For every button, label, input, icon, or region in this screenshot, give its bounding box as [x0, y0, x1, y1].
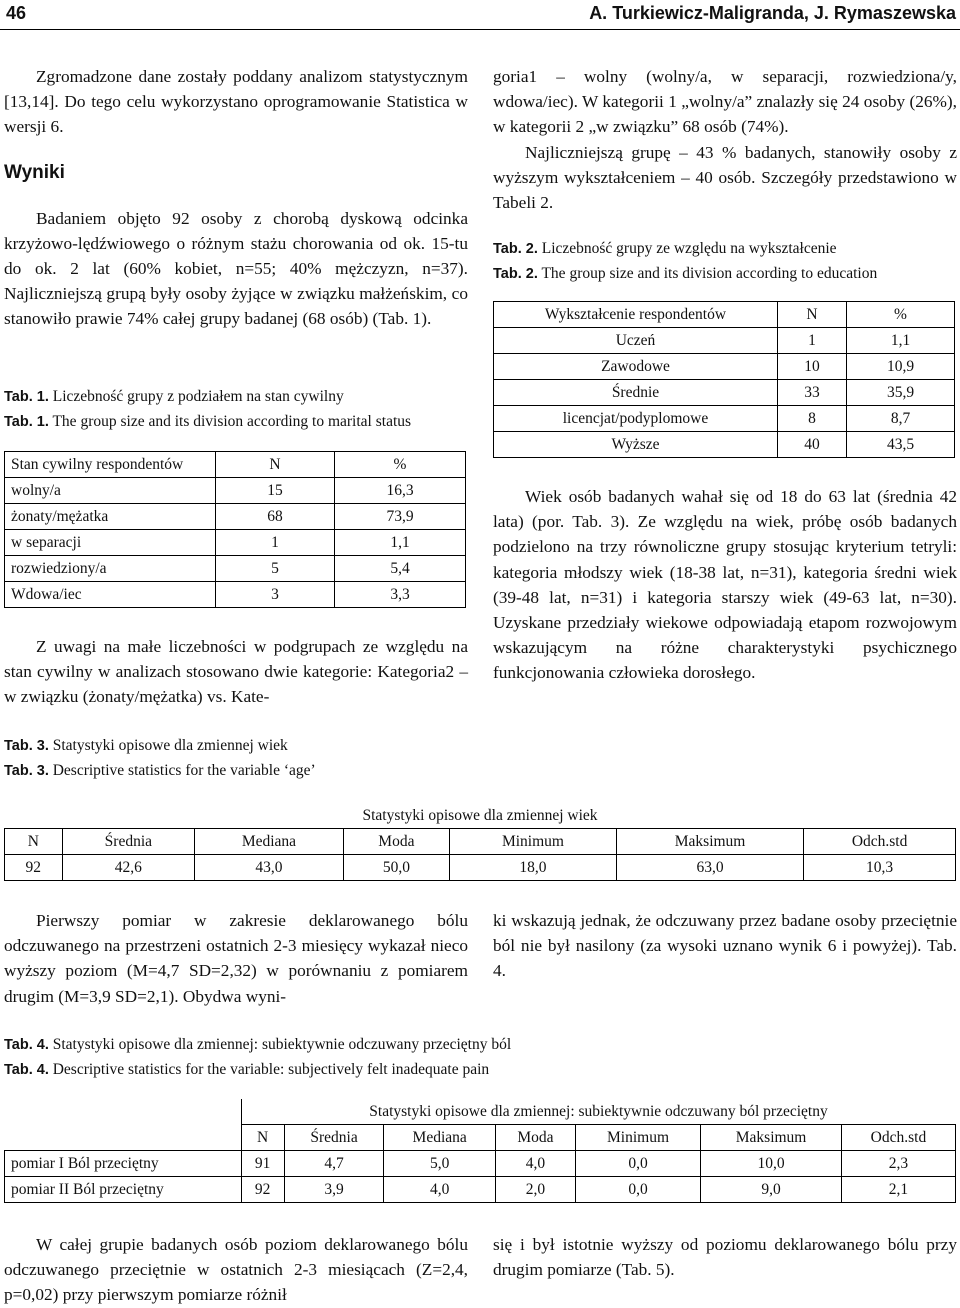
table-cell: w separacji	[5, 530, 216, 556]
table-cell: 3	[216, 582, 335, 608]
table-cell: 2,0	[496, 1177, 576, 1203]
table-row	[5, 582, 466, 608]
table-cell: 10,9	[847, 354, 955, 380]
mid-right-column	[493, 908, 957, 984]
table-row	[494, 328, 955, 354]
table-row-label: pomiar I Ból przeciętny	[5, 1151, 242, 1177]
table-cell: 68	[216, 504, 335, 530]
table-cell: 10,3	[804, 855, 956, 881]
table4-caption	[4, 1033, 904, 1082]
table-cell: 5,0	[384, 1151, 496, 1177]
table-cell: 1,1	[847, 328, 955, 354]
table-cell: rozwiedziony/a	[5, 556, 216, 582]
tab4-caption-pl: Statystyki opisowe dla zmiennej: subiektywnie odczuwany przeciętny ból	[52, 1036, 512, 1053]
table-cell: Zawodowe	[494, 354, 778, 380]
table-cell: 16,3	[335, 478, 466, 504]
table-row	[494, 380, 955, 406]
header-rule	[0, 29, 960, 30]
right-column-bottom	[493, 484, 957, 686]
tab1-label-en: Tab. 1.	[4, 413, 49, 430]
table2-education	[493, 301, 955, 458]
bottom-left-column	[4, 1232, 468, 1308]
table-header-cell: Moda	[343, 829, 449, 855]
tab3-caption-pl: Statystyki opisowe dla zmiennej wiek	[52, 737, 288, 754]
table-cell: 18,0	[449, 855, 616, 881]
tab1-caption-en: The group size and its division according to marital status	[52, 412, 412, 430]
table-cell: 0,0	[575, 1177, 700, 1203]
page-header	[0, 0, 960, 30]
table-cell: 8	[778, 406, 847, 432]
table-header-cell: Mediana	[195, 829, 344, 855]
table-header-cell: Mediana	[384, 1125, 496, 1151]
section-title-results: Wyniki	[4, 161, 65, 183]
table-row	[5, 556, 466, 582]
table-row	[5, 504, 466, 530]
table-cell: 92	[241, 1177, 284, 1203]
right-column	[493, 64, 957, 215]
table-cell: 3,3	[335, 582, 466, 608]
table-cell: 5	[216, 556, 335, 582]
table-title-row	[5, 803, 956, 829]
table-row	[494, 406, 955, 432]
table4-pain-stats	[4, 1099, 956, 1203]
table-header-cell: Wykształcenie respondentów	[494, 302, 778, 328]
left-column	[4, 64, 468, 332]
table-header-cell: Minimum	[575, 1125, 700, 1151]
table-cell: 15	[216, 478, 335, 504]
table-title-row	[5, 1099, 956, 1125]
tab1-label-pl: Tab. 1.	[4, 389, 49, 405]
table-row	[5, 1177, 956, 1203]
table-cell: 43,5	[847, 432, 955, 458]
table-cell: 40	[778, 432, 847, 458]
tab3-label-pl: Tab. 3.	[4, 738, 49, 754]
table-cell: Wdowa/iec	[5, 582, 216, 608]
table-cell: żonaty/mężatka	[5, 504, 216, 530]
table-cell: 9,0	[701, 1177, 842, 1203]
paragraph-education: Najliczniejszą grupę – 43 % badanych, stanowiły osoby z wyższym wykształceniem – 40 osób. Szczegóły przedstawiono w Tabeli 2.	[493, 142, 957, 213]
table-row	[494, 354, 955, 380]
tab2-label-en: Tab. 2.	[493, 265, 538, 282]
tab1-caption-pl: Liczebność grupy z podziałem na stan cywilny	[52, 388, 344, 405]
table-cell: 1	[778, 328, 847, 354]
table-header-cell: N	[778, 302, 847, 328]
table-cell: 2,1	[841, 1177, 955, 1203]
table2-caption	[493, 237, 957, 286]
tab4-label-en: Tab. 4.	[4, 1061, 49, 1078]
table-cell: 1	[216, 530, 335, 556]
paragraph-pain-measure-cont: ki wskazują jednak, że odczuwany przez badane osoby przeciętnie ból nie był nasilony (za wysoki uznano wynik 6 i powyżej). Tab. 4.	[493, 911, 957, 981]
table-cell: 1,1	[335, 530, 466, 556]
table-cell: 10,0	[701, 1151, 842, 1177]
bottom-right-column	[493, 1232, 957, 1282]
mid-left-column	[4, 908, 468, 1009]
table-cell: Średnie	[494, 380, 778, 406]
table-header-cell: N	[241, 1125, 284, 1151]
table-title: Statystyki opisowe dla zmiennej: subiektywnie odczuwany ból przeciętny	[241, 1099, 956, 1125]
table-row	[494, 432, 955, 458]
table-cell: 2,3	[841, 1151, 955, 1177]
table-cell: 92	[5, 855, 63, 881]
table-cell: 63,0	[616, 855, 803, 881]
left-column-bottom	[4, 634, 468, 710]
table-cell: 5,4	[335, 556, 466, 582]
table-header-row	[494, 302, 955, 328]
table1-marital-status	[4, 451, 466, 608]
table-cell: 10	[778, 354, 847, 380]
table-cell: 91	[241, 1151, 284, 1177]
table-cell: 35,9	[847, 380, 955, 406]
table-header-cell: %	[847, 302, 955, 328]
table-cell: 33	[778, 380, 847, 406]
paragraph-pain-comparison: W całej grupie badanych osób poziom deklarowanego bólu odczuwanego przeciętnie w ostatnich 2-3 miesiącach (Z=2,4, p=0,02) przy pierwszym pomiarze różnił	[4, 1235, 468, 1305]
table-cell: 4,0	[384, 1177, 496, 1203]
table-cell: 4,0	[496, 1151, 576, 1177]
running-authors: A. Turkiewicz-Maligranda, J. Rymaszewska	[589, 3, 956, 23]
table-title: Statystyki opisowe dla zmiennej wiek	[5, 803, 956, 829]
table3-caption	[4, 734, 804, 783]
table-header-row	[5, 829, 956, 855]
table-row	[5, 855, 956, 881]
table-header-cell: Odch.std	[841, 1125, 955, 1151]
table-header-cell: Maksimum	[701, 1125, 842, 1151]
paragraph-pain-comparison-cont: się i był istotnie wyższy od poziomu deklarowanego bólu przy drugim pomiarze (Tab. 5).	[493, 1235, 957, 1280]
table-header-cell: Odch.std	[804, 829, 956, 855]
table-header-cell: Maksimum	[616, 829, 803, 855]
paragraph-pain-measure: Pierwszy pomiar w zakresie deklarowanego bólu odczuwanego na przestrzeni ostatnich 2-3 miesięcy wykazał nieco wyższy poziom (M=4,7 SD=2,32) w porównaniu z pomiarem drugim (M=3,9 SD=2,1). Obydwa wyni-	[4, 911, 468, 1006]
table-cell: 73,9	[335, 504, 466, 530]
table-cell: 43,0	[195, 855, 344, 881]
table-cell: Uczeń	[494, 328, 778, 354]
table-row	[5, 1151, 956, 1177]
table-header-cell: Stan cywilny respondentów	[5, 452, 216, 478]
page-number: 46	[6, 3, 27, 23]
tab4-label-pl: Tab. 4.	[4, 1037, 49, 1053]
table-cell: 8,7	[847, 406, 955, 432]
tab3-caption-en: Descriptive statistics for the variable ‘age’	[52, 761, 316, 779]
table-header-cell: N	[5, 829, 63, 855]
table-cell: 4,7	[284, 1151, 384, 1177]
table-row-label: pomiar II Ból przeciętny	[5, 1177, 242, 1203]
table-cell: licencjat/podyplomowe	[494, 406, 778, 432]
table-cell: 50,0	[343, 855, 449, 881]
paragraph-categories: Z uwagi na małe liczebności w podgrupach ze względu na stan cywilny w analizach stosowano dwie kategorie: Kategoria2 – w związku (żonaty/mężatka) vs. Kate-	[4, 637, 468, 707]
table-header-cell: Średnia	[62, 829, 195, 855]
table-cell: wolny/a	[5, 478, 216, 504]
tab2-label-pl: Tab. 2.	[493, 241, 538, 257]
tab4-caption-en: Descriptive statistics for the variable: subjectively felt inadequate pain	[52, 1060, 490, 1078]
table-header-row	[5, 452, 466, 478]
table-corner-cell	[5, 1099, 242, 1125]
table-header-cell: Średnia	[284, 1125, 384, 1151]
table3-age-stats	[4, 803, 956, 881]
table-header-cell: %	[335, 452, 466, 478]
table1-caption	[4, 385, 474, 434]
table-header-cell: Moda	[496, 1125, 576, 1151]
paragraph-age: Wiek osób badanych wahał się od 18 do 63 lat (średnia 42 lata) (por. Tab. 3). Ze względu na wiek, próbę osób badanych podzielono na trzy równoliczne grupy stosując kryterium tetryli: kategoria młodszy wiek (18-38 lat, n=31), kategoria średni wiek (39-48 lat, n=31) i kategoria starszy wiek (49-63 lat, n=30). Uzyskane przedziały wiekowe odpowiadają etapom rozwojowym wskazującym na różne charakterystyki psychicznego funkcjonowania człowieka dorosłego.	[493, 487, 957, 683]
table-row	[5, 478, 466, 504]
table-corner-cell	[5, 1125, 242, 1151]
table-header-cell: Minimum	[449, 829, 616, 855]
paragraph-data-analysis: Zgromadzone dane zostały poddany analizom statystycznym [13,14]. Do tego celu wykorzystano oprogramowanie Statistica w wersji 6.	[4, 67, 468, 137]
tab2-caption-en: The group size and its division according to education	[541, 264, 878, 282]
table-cell: Wyższe	[494, 432, 778, 458]
paragraph-results: Badaniem objęto 92 osoby z chorobą dyskową odcinka krzyżowo-lędźwiowego o różnym stażu chorowania od ok. 15-tu do ok. 2 lat (60% kobiet, n=55; 40% mężczyzn, n=37). Najliczniejszą grupą były osoby żyjące w związku małżeńskim, co stanowiło prawie 74% całej grupy badanej (68 osób) (Tab. 1).	[4, 208, 468, 329]
table-cell: 3,9	[284, 1177, 384, 1203]
table-header-row	[5, 1125, 956, 1151]
tab3-label-en: Tab. 3.	[4, 762, 49, 779]
table-cell: 0,0	[575, 1151, 700, 1177]
tab2-caption-pl: Liczebność grupy ze względu na wykształcenie	[541, 240, 837, 257]
table-cell: 42,6	[62, 855, 195, 881]
paragraph-categories-cont: goria1 – wolny (wolny/a, w separacji, rozwiedziona/y, wdowa/iec). W kategorii 1 „wolny/a” znalazły się 24 osoby (26%), w kategorii 2 „w związku” 68 osób (74%).	[493, 67, 957, 137]
table-row	[5, 530, 466, 556]
table-header-cell: N	[216, 452, 335, 478]
